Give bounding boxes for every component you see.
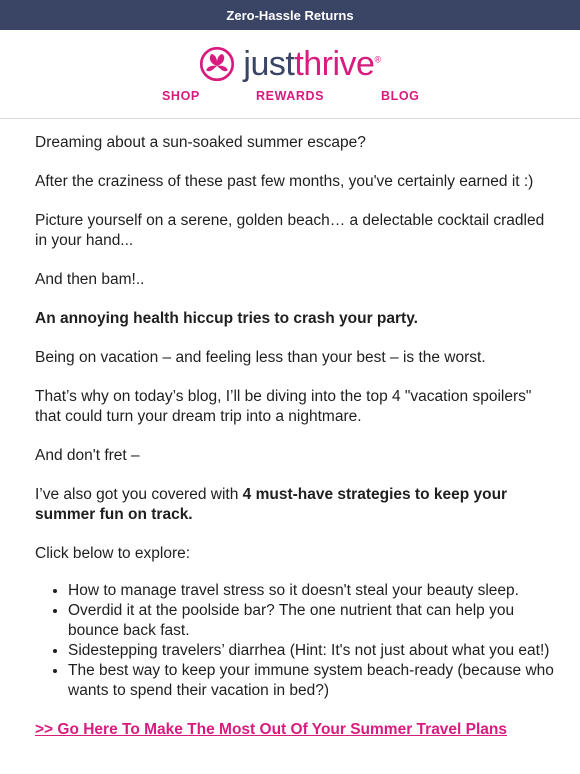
brand-thrive: thrive	[294, 45, 375, 83]
paragraph: Being on vacation – and feeling less than your best – is the worst.	[35, 349, 486, 366]
nav-blog-link[interactable]: BLOG	[381, 89, 420, 103]
paragraph: Click below to explore:	[35, 545, 191, 562]
email-body	[35, 133, 555, 740]
paragraph: And then bam!..	[35, 271, 145, 288]
paragraph-bold	[35, 309, 555, 329]
cta-link[interactable]: >> Go Here To Make The Most Out Of Your Summer Travel Plans	[35, 721, 508, 738]
paragraph-strategies	[35, 485, 555, 525]
header-divider	[0, 118, 580, 119]
list-item: • The best way to keep your immune system beach-ready (because who wants to spend their vacation in bed?)	[68, 661, 555, 701]
paragraph: That’s why on today’s blog, I’ll be diving into the top 4 "vacation spoilers" that could turn your dream trip into a nightmare.	[35, 388, 532, 425]
registered-mark: ®	[374, 54, 381, 65]
brand-wordmark	[243, 47, 380, 81]
bold-text: An annoying health hiccup tries to crash your party.	[35, 310, 418, 327]
leaf-flower-icon	[199, 46, 235, 82]
strategies-bold: 4 must-have strategies to keep your summer fun on track.	[35, 486, 508, 523]
paragraph-intro: Dreaming about a sun-soaked summer escape?	[35, 134, 366, 151]
strategies-lead: I’ve also got you covered with	[35, 486, 243, 503]
tips-list	[68, 581, 555, 701]
main-nav	[0, 89, 580, 105]
nav-shop-link[interactable]: SHOP	[162, 89, 200, 103]
paragraph: After the craziness of these past few months, you've certainly earned it :)	[35, 173, 534, 190]
brand-logo[interactable]	[0, 40, 580, 88]
top-banner-text: Zero-Hassle Returns	[226, 7, 354, 23]
nav-rewards-link[interactable]: REWARDS	[256, 89, 325, 103]
list-item: • How to manage travel stress so it doesn't steal your beauty sleep.	[68, 581, 555, 601]
paragraph: And don't fret –	[35, 447, 140, 464]
paragraph: Picture yourself on a serene, golden beach… a delectable cocktail cradled in your hand...	[35, 212, 545, 249]
top-banner	[0, 0, 580, 30]
brand-just: just	[243, 45, 295, 83]
list-item: • Sidestepping travelers’ diarrhea (Hint: It's not just about what you eat!)	[68, 641, 555, 661]
list-item: • Overdid it at the poolside bar? The one nutrient that can help you bounce back fast.	[68, 601, 555, 641]
